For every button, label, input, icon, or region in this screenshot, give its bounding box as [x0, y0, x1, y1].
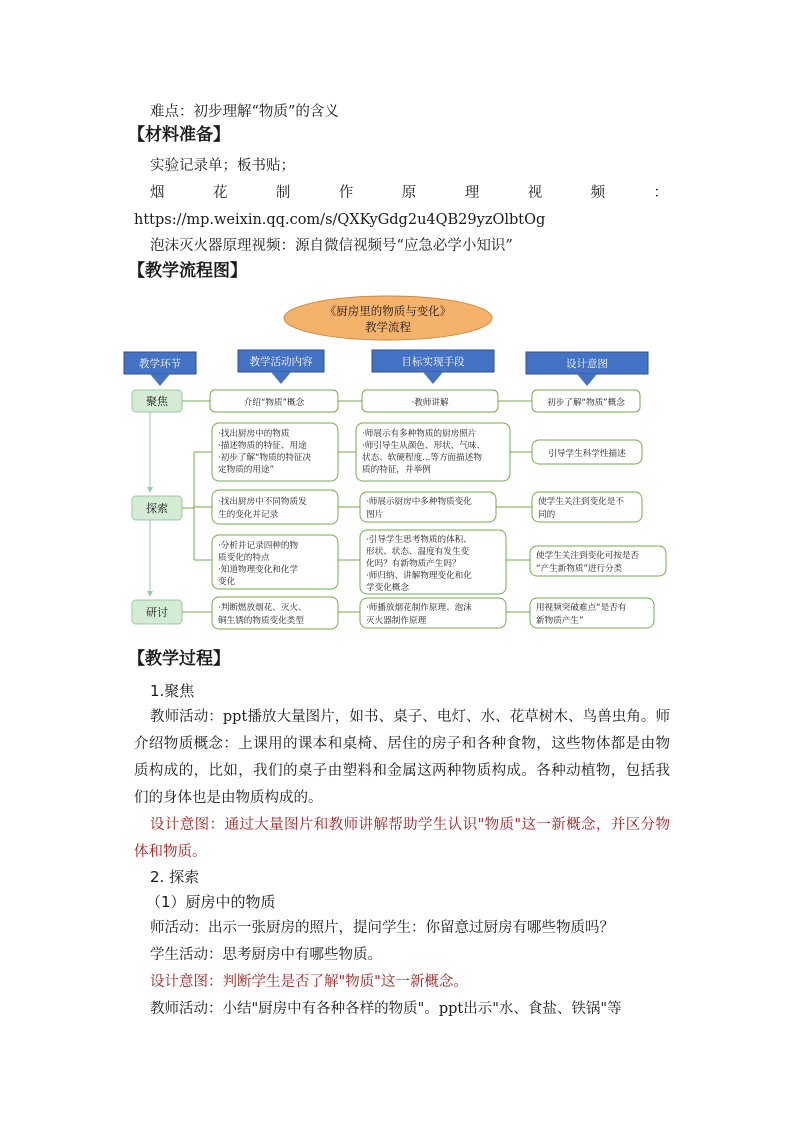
teacher-activity-line: 师活动：出示一张厨房的照片，提问学生：你留意过厨房有哪些物质吗？	[150, 920, 614, 936]
row2-means-line: 状态、软硬程度...等方面描述物	[362, 453, 482, 463]
row4-means-line: 形状、状态、温度有发生变	[366, 547, 470, 557]
row2-activity-line: 定物质的用途”	[218, 465, 275, 475]
video-word: 花	[212, 185, 228, 201]
row3-activity-line: 生的变化并记录	[218, 510, 279, 520]
row3-means-line: 图片	[366, 510, 384, 520]
header-label: 设计意图	[566, 358, 608, 370]
video-url-link[interactable]: https://mp.weixin.qq.com/s/QXKyGdg2u4QB29yzOlbtOg	[134, 212, 546, 228]
row2-means-line: ·师展示有多种物质的厨房照片	[362, 429, 477, 439]
row4-activity-line: 变化	[218, 577, 236, 587]
row4-activity-line: ·分析并记录四种的物	[218, 541, 299, 551]
section-focus-paragraph: 教师活动：ppt播放大量图片，如书、桌子、电灯、水、花草树木、鸟兽虫角。师介绍物质概念：上课用的课本和桌椅、居住的房子和各种食物，这些物体都是由物质构成的，比如，我们的桌子由塑料和金属这两种物质构成。各种动植物，包括我们的身体也是由物质构成的。	[134, 709, 670, 806]
row3-activity-line: ·找出厨房中不同物质发	[218, 497, 307, 507]
design-intent-line: 设计意图：判断学生是否了解"物质"这一新概念。	[150, 974, 468, 990]
row5-activity-line: ·判断燃放烟花、灭火、	[218, 603, 307, 613]
header-means	[372, 350, 494, 384]
row4-means-line: ·师归纳、讲解物理变化和化	[366, 571, 472, 581]
row2-means-line: ·师引导生从颜色、形状、气味、	[362, 441, 486, 451]
row2-activity-line: ·初步了解“物质的特征决	[218, 453, 312, 463]
header-teaching-stage	[124, 352, 196, 386]
row4-intent-line: 使学生关注到变化可按是否	[536, 551, 640, 561]
video-word: 频	[590, 185, 606, 201]
row1-activity	[244, 396, 305, 408]
video-word: 理	[464, 185, 480, 201]
row4-activity-line: ·知道物理变化和化学	[218, 565, 299, 575]
video-word: 烟	[150, 185, 165, 201]
row4-means-line: ·引导学生思考物质的体积、	[366, 535, 472, 545]
video-word: 制	[275, 185, 291, 201]
row1-means-line: ·教师讲解	[411, 398, 449, 408]
row4-means-line: 化吗？有新物质产生吗？	[366, 559, 461, 569]
header-activity-content	[238, 350, 324, 384]
header-label: 目标实现手段	[401, 356, 465, 368]
row1-activity-line: 介绍“物质”概念	[243, 398, 305, 408]
process-heading: 【教学过程】	[128, 649, 230, 669]
flowchart-title-line2: 教学流程	[365, 320, 411, 334]
stage-explore-label: 探索	[146, 502, 168, 515]
teaching-flowchart	[120, 292, 670, 641]
section-focus-intent: 设计意图：通过大量图片和教师讲解帮助学生认识"物质"这一新概念，并区分物体和物质。	[134, 817, 670, 860]
fireworks-video-label	[150, 183, 668, 203]
header-design-intent	[526, 352, 648, 386]
flowchart-title-line1: 《厨房里的物质与变化》	[324, 304, 452, 318]
row2-intent-line: 引导学生科学性描述	[548, 449, 626, 459]
row4-intent-line: “产生新物质”进行分类	[536, 564, 623, 574]
row4-activity-line: 质变化的特点	[218, 553, 270, 563]
row2-activity-line: ·找出厨房中的物质	[218, 429, 290, 439]
video-word: 作	[338, 185, 354, 201]
header-label: 教学环节	[139, 358, 181, 370]
row2-intent	[548, 447, 626, 459]
materials-heading: 【材料准备】	[128, 125, 230, 145]
row3-intent-line: 同的	[538, 510, 556, 520]
subsection-kitchen-title: （1）厨房中的物质	[146, 893, 276, 911]
row5-intent-line: 用视频突破难点“是否有	[536, 603, 627, 613]
row5-means-line: ·师播放烟花制作原理、泡沫	[366, 603, 472, 613]
row1-means	[411, 396, 449, 408]
student-activity-line: 学生活动：思考厨房中有哪些物质。	[150, 947, 382, 963]
teacher-summary-line: 教师活动：小结"厨房中有各种各样的物质"。ppt出示"水、食盐、铁锅"等	[150, 1001, 622, 1017]
section-explore-title: 2. 探索	[150, 868, 200, 886]
materials-line-3: 泡沫灭火器原理视频：源自微信视频号“应急必学小知识”	[150, 238, 513, 254]
row2-means-line: 质的特征，并举例	[362, 465, 431, 475]
flowchart-heading: 【教学流程图】	[128, 261, 247, 281]
row1-intent-line: 初步了解“物质”概念	[547, 398, 625, 408]
row5-intent-line: 新物质产生”	[536, 616, 584, 626]
stage-discuss-label: 研讨	[146, 606, 168, 619]
row5-activity-line: 铜生锈的物质变化类型	[218, 616, 304, 626]
row3-intent-line: 使学生关注到变化是不	[538, 497, 624, 507]
section-focus-title: 1.聚焦	[150, 682, 195, 700]
video-word: ：	[653, 185, 668, 201]
difficulty-line: 难点：初步理解“物质”的含义	[150, 104, 339, 120]
row1-intent	[547, 396, 625, 408]
row2-activity-line: ·描述物质的特征、用途	[218, 441, 307, 451]
header-label: 教学活动内容	[249, 356, 313, 368]
materials-line-1: 实验记录单；板书贴；	[150, 158, 295, 174]
video-word: 原	[401, 185, 417, 201]
stage-focus-label: 聚焦	[146, 395, 168, 408]
video-word: 视	[527, 185, 543, 201]
row5-means-line: 灭火器制作原理	[366, 616, 427, 626]
row3-means-line: ·师展示厨房中多种物质变化	[366, 497, 472, 507]
row4-means-line: 学变化概念	[366, 583, 409, 593]
